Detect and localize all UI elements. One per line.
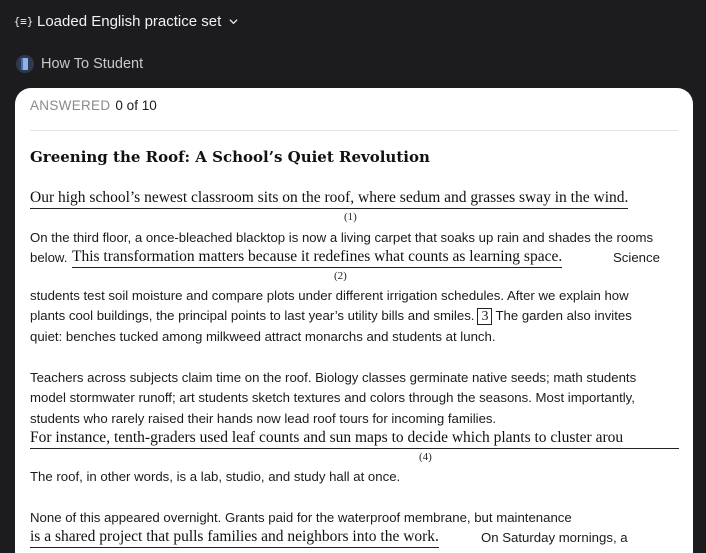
question-number-4: (4) [419, 451, 432, 463]
underlined-sentence-1[interactable]: Our high school’s newest classroom sits on the roof, where sedum and grasses sway in the wind. [30, 188, 628, 209]
passage-line: Science [613, 250, 660, 265]
chevron-down-icon [229, 17, 238, 26]
set-list-icon: {≡} [13, 14, 34, 28]
passage-text: plants cool buildings, the principal points to last year’s utility bills and smiles. [30, 308, 475, 323]
question-number-1: (1) [344, 211, 357, 223]
answered-label: ANSWERED [30, 97, 111, 113]
passage-line: The roof, in other words, is a lab, studio, and study hall at once. [30, 469, 401, 484]
answered-count: 0 of 10 [115, 97, 157, 113]
practice-set-title: Loaded English practice set [37, 12, 222, 30]
divider [30, 130, 678, 131]
passage-text: The garden also invites [495, 308, 632, 323]
question-number-2: (2) [334, 270, 347, 282]
passage-line: Teachers across subjects claim time on the roof. Biology classes germinate native seeds; math students [30, 370, 637, 385]
author-name: How To Student [41, 56, 144, 72]
answered-progress [30, 96, 157, 114]
underlined-sentence-5[interactable]: is a shared project that pulls families and neighbors into the work. [30, 527, 439, 548]
underlined-sentence-4[interactable]: For instance, tenth-graders used leaf counts and sun maps to decide which plants to cluster arou [30, 428, 679, 449]
passage-line: students who rarely raised their hands now lead roof tours for incoming families. [30, 411, 497, 426]
passage-line: quiet: benches tucked among milkweed attract monarchs and students at lunch. [30, 329, 496, 344]
author-row [16, 54, 143, 74]
passage-title: Greening the Roof: A School’s Quiet Revolution [30, 148, 430, 166]
passage-card [15, 88, 693, 553]
passage-line [30, 308, 632, 325]
passage-line: model stormwater runoff; art students sketch textures and colors through the seasons. Most importantly, [30, 390, 635, 405]
practice-set-selector[interactable] [13, 11, 238, 31]
passage-line: below. [30, 250, 68, 265]
passage-line: None of this appeared overnight. Grants paid for the waterproof membrane, but maintenance [30, 510, 572, 525]
passage-line: students test soil moisture and compare plots under different irrigation schedules. After we explain how [30, 288, 629, 303]
book-icon [16, 55, 34, 73]
question-box-3[interactable]: 3 [477, 308, 492, 325]
passage-line: On Saturday mornings, a [481, 530, 628, 545]
passage-line: On the third floor, a once-bleached blacktop is now a living carpet that soaks up rain and shades the rooms [30, 230, 654, 245]
underlined-sentence-2[interactable]: This transformation matters because it redefines what counts as learning space. [72, 247, 562, 268]
